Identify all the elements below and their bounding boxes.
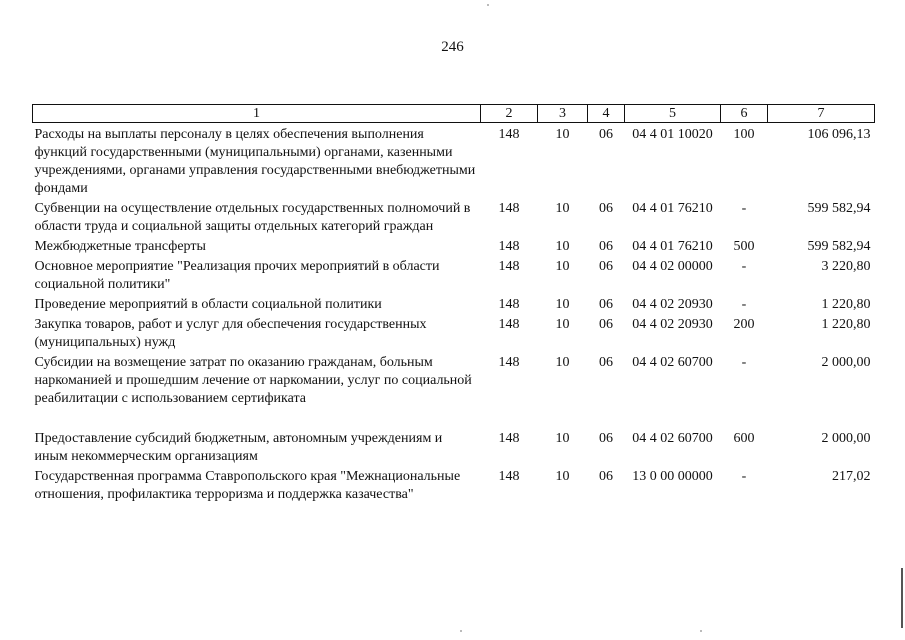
row-name: Расходы на выплаты персоналу в целях обеспечения выполнения функций государственными (муниципальными) органами, казенными учреждениями, органами управления государственными внебюджетными фондами [34, 127, 476, 196]
row-name: Закупка товаров, работ и услуг для обеспечения государственных (муниципальных) нужд [34, 317, 427, 350]
row-amount: 1 220,80 [821, 317, 871, 332]
row-amount: 1 220,80 [821, 297, 871, 312]
table-row [33, 200, 875, 238]
row-code-2: 148 [498, 127, 520, 142]
row-code-2: 148 [498, 469, 520, 484]
row-code-3: 10 [555, 201, 570, 216]
row-code-4: 06 [599, 355, 613, 370]
column-header-6: 6 [721, 105, 768, 123]
row-name: Проведение мероприятий в области социальной политики [34, 297, 382, 312]
row-code-2: 148 [498, 201, 520, 216]
row-code-4: 06 [599, 469, 613, 484]
row-code-6: - [741, 201, 747, 216]
row-code-6: 500 [733, 239, 755, 254]
row-code-6: 200 [733, 317, 755, 332]
page-number: 246 [441, 39, 464, 55]
scan-speck [460, 630, 462, 632]
row-code-4: 06 [599, 431, 613, 446]
row-code-3: 10 [555, 355, 570, 370]
row-code-2: 148 [498, 239, 520, 254]
row-name: Основное мероприятие "Реализация прочих мероприятий в области социальной политики" [34, 259, 440, 292]
row-name: Субсидии на возмещение затрат по оказанию гражданам, больным наркоманией и прошедшим лечение от наркомании, услуг по социальной реабилитации с использованием сертификата [34, 355, 472, 406]
row-code-5: 04 4 02 20930 [632, 317, 713, 332]
table-header-row [33, 105, 875, 123]
row-code-5: 04 4 01 76210 [632, 239, 713, 254]
table-row [33, 238, 875, 258]
row-amount: 2 000,00 [821, 431, 871, 446]
row-code-6: - [741, 355, 747, 370]
row-amount: 3 220,80 [821, 259, 871, 274]
table-row [33, 316, 875, 354]
row-name: Государственная программа Ставропольского края "Межнациональные отношения, профилактика терроризма и поддержка казачества" [34, 469, 461, 502]
row-code-3: 10 [555, 297, 570, 312]
row-code-5: 13 0 00 00000 [632, 469, 713, 484]
row-name: Субвенции на осуществление отдельных государственных полномочий в области труда и социальной защиты отдельных категорий граждан [34, 201, 471, 234]
column-header-4: 4 [588, 105, 625, 123]
row-code-3: 10 [555, 469, 570, 484]
table-row [33, 123, 875, 201]
scan-speck [700, 630, 702, 632]
row-amount: 2 000,00 [821, 355, 871, 370]
row-code-5: 04 4 02 00000 [632, 259, 713, 274]
row-code-2: 148 [498, 317, 520, 332]
row-code-4: 06 [599, 201, 613, 216]
row-amount: 599 582,94 [807, 201, 871, 216]
row-code-2: 148 [498, 355, 520, 370]
column-header-7: 7 [768, 105, 875, 123]
row-code-4: 06 [599, 127, 613, 142]
row-code-6: 100 [733, 127, 755, 142]
row-amount: 217,02 [832, 469, 871, 484]
row-code-6: - [741, 297, 747, 312]
scan-speck [487, 4, 489, 6]
row-code-3: 10 [555, 259, 570, 274]
table-row [33, 296, 875, 316]
table-row [33, 468, 875, 506]
row-code-2: 148 [498, 431, 520, 446]
column-header-1: 1 [33, 105, 481, 123]
row-code-5: 04 4 02 60700 [632, 355, 713, 370]
row-amount: 599 582,94 [807, 239, 871, 254]
row-name: Межбюджетные трансферты [34, 239, 206, 254]
row-code-3: 10 [555, 317, 570, 332]
budget-table [32, 104, 875, 506]
table-row [33, 354, 875, 430]
row-code-4: 06 [599, 317, 613, 332]
row-name: Предоставление субсидий бюджетным, автономным учреждениям и иным некоммерческим организациям [34, 431, 443, 464]
row-code-4: 06 [599, 259, 613, 274]
row-code-6: 600 [733, 431, 755, 446]
row-code-6: - [741, 259, 747, 274]
row-code-4: 06 [599, 297, 613, 312]
table-row [33, 430, 875, 468]
row-code-5: 04 4 01 76210 [632, 201, 713, 216]
scan-edge-mark [901, 568, 903, 628]
column-header-5: 5 [625, 105, 721, 123]
row-code-4: 06 [599, 239, 613, 254]
row-code-2: 148 [498, 259, 520, 274]
row-code-5: 04 4 02 60700 [632, 431, 713, 446]
column-header-2: 2 [481, 105, 538, 123]
row-amount: 106 096,13 [807, 127, 871, 142]
row-code-3: 10 [555, 431, 570, 446]
row-code-3: 10 [555, 127, 570, 142]
column-header-3: 3 [538, 105, 588, 123]
row-code-3: 10 [555, 239, 570, 254]
row-code-5: 04 4 02 20930 [632, 297, 713, 312]
row-code-6: - [741, 469, 747, 484]
row-code-5: 04 4 01 10020 [632, 127, 713, 142]
row-code-2: 148 [498, 297, 520, 312]
table-row [33, 258, 875, 296]
